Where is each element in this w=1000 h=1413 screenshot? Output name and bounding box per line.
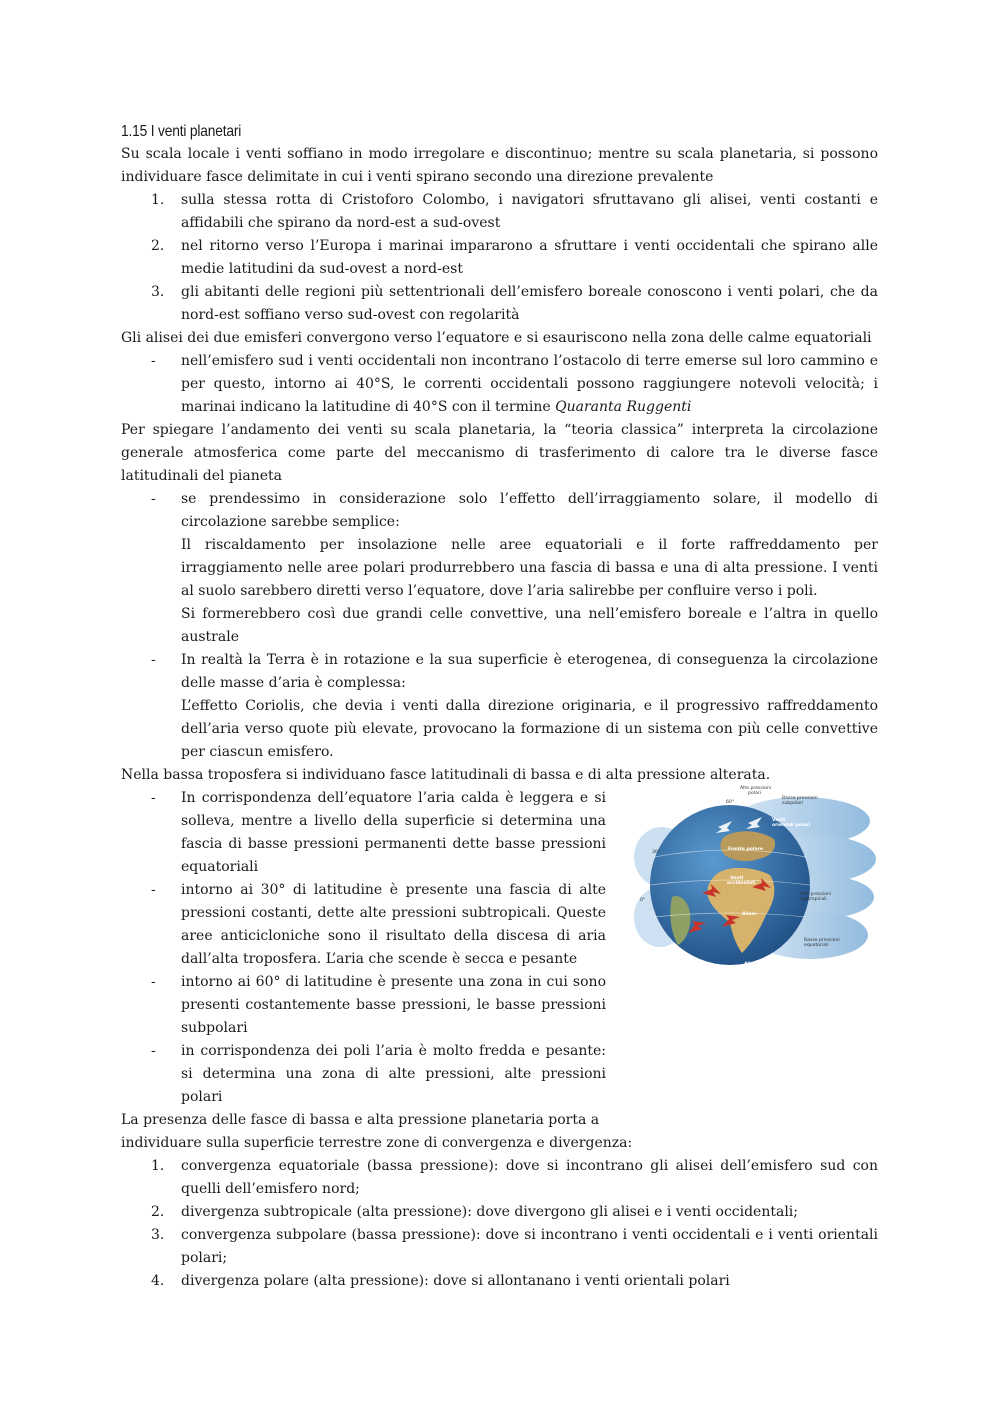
- list-marker: 4.: [151, 1273, 165, 1289]
- label-venti-orientali: Venti: [772, 818, 786, 823]
- list-item: [121, 1270, 878, 1293]
- list-item: [121, 879, 606, 971]
- list-marker: 2.: [151, 1204, 165, 1220]
- list-item-text: In realtà la Terra è in rotazione e la sua superficie è eterogenea, di conseguenza la circolazione delle masse d’aria è complessa:: [181, 652, 878, 691]
- label-venti-orientali-2: orientali polari: [772, 823, 811, 828]
- list-marker: -: [151, 974, 156, 990]
- label-venti-occidentali-2: occidentali: [727, 881, 756, 886]
- list-item-text: sulla stessa rotta di Cristoforo Colombo, i navigatori sfruttavano gli alisei, venti costanti e affidabili che spirano da nord-est a sud-ovest: [181, 192, 878, 231]
- sub-paragraph: Si formerebbero così due grandi celle convettive, una nell’emisfero boreale e l’altra in quello australe: [181, 606, 878, 645]
- list-marker: 3.: [151, 284, 165, 300]
- pressure-list: [121, 787, 606, 1109]
- list-item-text: nel ritorno verso l’Europa i marinai impararono a sfruttare i venti occidentali che spirano alle medie latitudini da sud-ovest a nord-est: [181, 238, 878, 277]
- label-alte-pressioni-polari-2: polari: [748, 791, 761, 796]
- list-marker: -: [151, 790, 156, 806]
- list-marker: 1.: [151, 1158, 165, 1174]
- list-item: [121, 488, 878, 649]
- label-basse-subpolari-2: subpolari: [782, 801, 804, 806]
- list-marker: -: [151, 353, 156, 369]
- label-basse-subpolari: Basse pressioni: [782, 796, 818, 801]
- list-marker: -: [151, 652, 156, 668]
- list-item: [121, 281, 878, 327]
- routes-list: [121, 189, 878, 327]
- theory-paragraph: Per spiegare l’andamento dei venti su scala planetaria, la “teoria classica” interpreta la circolazione generale atmosferica come parte del meccanismo di trasferimento di calore tra le diverse fasce latitudinali del pianeta: [121, 422, 878, 484]
- alisei-paragraph: Gli alisei dei due emisferi convergono verso l’equatore e si esauriscono nella zona delle calme equatoriali: [121, 330, 872, 346]
- list-item: [121, 235, 878, 281]
- sub-paragraph: Il riscaldamento per insolazione nelle aree equatoriali e il forte raffreddamento per irraggiamento nelle aree polari produrrebbero una fascia di bassa e una di alta pressione. I venti al suolo sarebbero diretti verso l’equatore, dove l’aria salirebbe per confluire verso i poli.: [181, 537, 878, 599]
- list-item: [121, 1224, 878, 1270]
- list-item: [121, 1201, 878, 1224]
- list-item-text: divergenza subtropicale (alta pressione): dove divergono gli alisei e i venti occidentali;: [181, 1204, 799, 1220]
- label-venti-occidentali: Venti: [730, 876, 744, 881]
- emphasis-text: Quaranta Ruggenti: [555, 399, 692, 415]
- list-item-text: convergenza subpolare (bassa pressione): dove si incontrano i venti occidentali e i venti orientali polari;: [181, 1227, 878, 1266]
- list-item-text: in corrispondenza dei poli l’aria è molto fredda e pesante: si determina una zona di alte pressioni, alte pressioni polari: [181, 1043, 606, 1105]
- list-item: [121, 649, 878, 764]
- label-basse-equatoriali-2: equatoriali: [804, 943, 829, 948]
- list-marker: -: [151, 491, 156, 507]
- south-hemisphere-list: [121, 350, 878, 419]
- label-alte-subtropicali: Alte pressioni: [800, 892, 832, 897]
- list-item-text: intorno ai 60° di latitudine è presente una zona in cui sono presenti costantemente basse pressioni, le basse pressioni subpolari: [181, 974, 606, 1036]
- list-item-text: convergenza equatoriale (bassa pressione): dove si incontrano gli alisei dell’emisfero sud con quelli dell’emisfero nord;: [181, 1158, 878, 1197]
- label-alte-pressioni-polari: Alte pressioni: [740, 786, 772, 791]
- presence-paragraph-line2: individuare sulla superficie terrestre zone di convergenza e divergenza:: [121, 1135, 633, 1151]
- global-circulation-figure: [632, 777, 876, 971]
- theory-list: [121, 488, 878, 764]
- label-alisei-nord: Alisei: [742, 912, 757, 917]
- list-marker: -: [151, 1043, 156, 1059]
- list-marker: 3.: [151, 1227, 165, 1243]
- troposphere-paragraph: Nella bassa troposfera si individuano fasce latitudinali di bassa e di alta pressione alterata.: [121, 767, 771, 783]
- list-marker: -: [151, 882, 156, 898]
- list-marker: 2.: [151, 238, 165, 254]
- list-item-text: nell’emisfero sud i venti occidentali non incontrano l’ostacolo di terre emerse sul loro cammino e per questo, intorno ai 40°S, le correnti occidentali possono raggiungere notevoli velocità; i marinai indicano la latitudine di 40°S con il termine: [181, 353, 878, 415]
- list-item: [121, 189, 878, 235]
- list-item: [121, 787, 606, 879]
- label-fronte-polare: Fronte polare: [728, 847, 763, 852]
- label-lat-30: 30°: [652, 850, 661, 855]
- section-title: 1.15 I venti planetari: [121, 123, 242, 140]
- label-lat-60: 60°: [726, 800, 735, 805]
- convergence-list: [121, 1155, 878, 1293]
- label-lat-0: 0°: [640, 898, 646, 903]
- list-item: [121, 971, 606, 1040]
- list-item-text: se prendessimo in considerazione solo l’effetto dell’irraggiamento solare, il modello di circolazione sarebbe semplice:: [181, 491, 878, 530]
- label-alte-subtropicali-2: subtropicali: [800, 897, 827, 902]
- sub-paragraph: L’effetto Coriolis, che devia i venti dalla direzione originaria, e il progressivo raffreddamento dell’aria verso quote più elevate, provocano la formazione di un sistema con più celle convettive per ciascun emisfero.: [181, 698, 878, 760]
- list-item-text: divergenza polare (alta pressione): dove si allontanano i venti orientali polari: [181, 1273, 730, 1289]
- label-alisei-sud: Alisei: [744, 962, 759, 967]
- list-item-text: intorno ai 30° di latitudine è presente una fascia di alte pressioni costanti, dette alte pressioni subtropicali. Queste aree anticicloniche sono il risultato della discesa di aria dall’alta troposfera. L’aria che scende è secca e pesante: [181, 882, 606, 967]
- list-marker: 1.: [151, 192, 165, 208]
- globe-illustration: [632, 777, 876, 971]
- presence-paragraph-line1: La presenza delle fasce di bassa e alta pressione planetaria porta a: [121, 1112, 600, 1128]
- label-basse-equatoriali: Basse pressioni: [804, 938, 840, 943]
- list-item-text: In corrispondenza dell’equatore l’aria calda è leggera e si solleva, mentre a livello della superficie si determina una fascia di basse pressioni permanenti dette basse pressioni equatoriali: [181, 790, 606, 875]
- list-item: [121, 1155, 878, 1201]
- intro-paragraph: Su scala locale i venti soffiano in modo irregolare e discontinuo; mentre su scala planetaria, si possono individuare fasce delimitate in cui i venti spirano secondo una direzione prevalente: [121, 146, 878, 185]
- list-item-text: gli abitanti delle regioni più settentrionali dell’emisfero boreale conoscono i venti polari, che da nord-est soffiano verso sud-ovest con regolarità: [181, 284, 878, 323]
- list-item: [121, 350, 878, 419]
- list-item: [121, 1040, 606, 1109]
- content-column: [121, 120, 878, 1293]
